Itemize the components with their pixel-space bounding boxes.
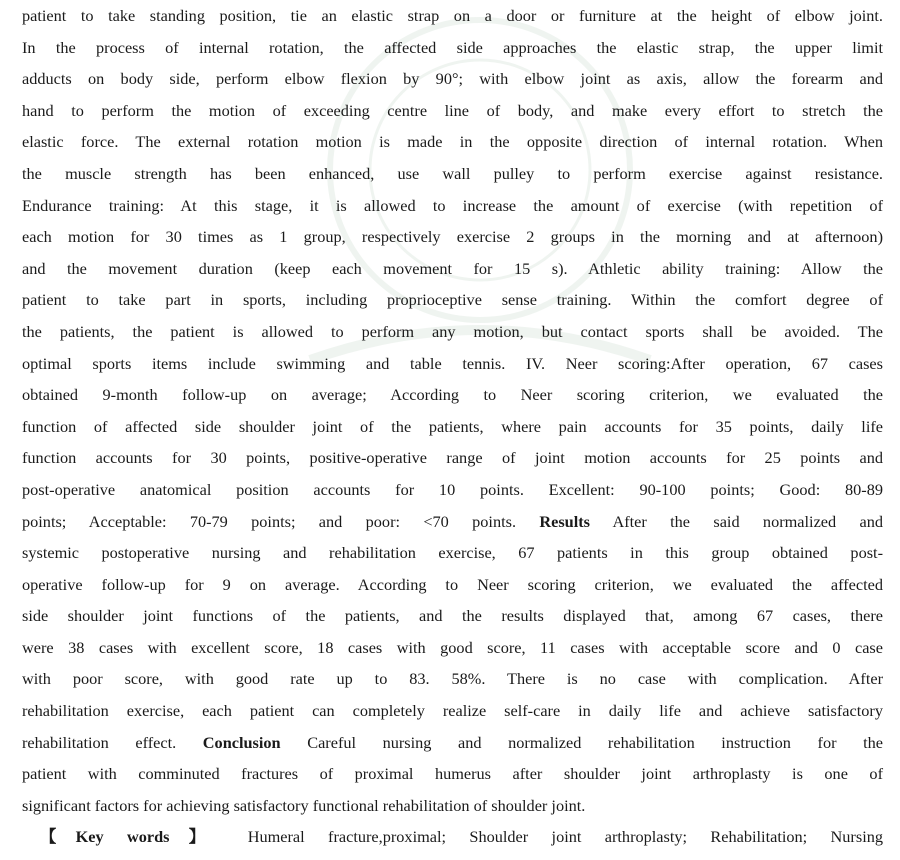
text-line: obtained 9-month follow-up on average; According to Neer scoring criterion, we evaluated the xyxy=(22,385,883,405)
results-text-before: points; Acceptable: 70-79 points; and poor: <70 points. xyxy=(22,511,540,531)
conclusion-heading: Conclusion xyxy=(202,732,281,752)
text-line: patient with comminuted fractures of proximal humerus after shoulder joint arthroplasty is one of xyxy=(22,764,883,784)
text-line: elastic force. The external rotation motion is made in the opposite direction of internal rotation. When xyxy=(22,132,883,152)
text-line: hand to perform the motion of exceeding centre line of body, and make every effort to stretch the xyxy=(22,100,883,120)
conclusion-text-before: rehabilitation effect. xyxy=(22,732,203,752)
text-line: the patients, the patient is allowed to perform any motion, but contact sports shall be avoided. The xyxy=(22,321,883,341)
text-line: Endurance training: At this stage, it is allowed to increase the amount of exercise (with repetition of xyxy=(22,195,883,215)
results-text-after: After the said normalized and xyxy=(590,511,883,531)
keywords-label: 【Key words】 xyxy=(40,827,225,847)
text-line: In the process of internal rotation, the affected side approaches the elastic strap, the upper limit xyxy=(22,37,883,57)
text-line: the muscle strength has been enhanced, use wall pulley to perform exercise against resistance. xyxy=(22,163,883,183)
article-text-block xyxy=(22,0,883,853)
text-line: rehabilitation exercise, each patient can completely realize self-care in daily life and achieve satisfactory xyxy=(22,701,883,721)
text-line: adducts on body side, perform elbow flexion by 90°; with elbow joint as axis, allow the forearm and xyxy=(22,69,883,89)
keywords-text: Humeral fracture,proximal; Shoulder joint arthroplasty; Rehabilitation; Nursing xyxy=(224,827,883,847)
text-line: function accounts for 30 points, positive-operative range of joint motion accounts for 25 points and xyxy=(22,448,883,468)
text-line: with poor score, with good rate up to 83. 58%. There is no case with complication. After xyxy=(22,669,883,689)
text-line: patient to take standing position, tie an elastic strap on a door or furniture at the height of elbow joint. xyxy=(22,6,883,25)
text-line: each motion for 30 times as 1 group, respectively exercise 2 groups in the morning and at afternoon) xyxy=(22,227,883,247)
results-line xyxy=(22,506,883,538)
results-heading: Results xyxy=(539,511,591,531)
text-line: side shoulder joint functions of the patients, and the results displayed that, among 67 cases, there xyxy=(22,606,883,626)
text-line: were 38 cases with excellent score, 18 cases with good score, 11 cases with acceptable score and 0 case xyxy=(22,637,883,657)
text-line: and the movement duration (keep each movement for 15 s). Athletic ability training: Allow the xyxy=(22,258,883,278)
keywords-line xyxy=(22,821,883,853)
text-line: operative follow-up for 9 on average. According to Neer scoring criterion, we evaluated the affected xyxy=(22,574,883,594)
text-line: systemic postoperative nursing and rehabilitation exercise, 67 patients in this group obtained post- xyxy=(22,543,883,563)
conclusion-text-after: Careful nursing and normalized rehabilitation instruction for the xyxy=(280,732,883,752)
text-line: patient to take part in sports, including proprioceptive sense training. Within the comfort degree of xyxy=(22,290,883,310)
text-line: optimal sports items include swimming and table tennis. IV. Neer scoring:After operation, 67 cases xyxy=(22,353,883,373)
text-line: function of affected side shoulder joint of the patients, where pain accounts for 35 points, daily life xyxy=(22,416,883,436)
conclusion-line xyxy=(22,727,883,759)
text-line: post-operative anatomical position accounts for 10 points. Excellent: 90-100 points; Good: 80-89 xyxy=(22,479,883,499)
text-line: significant factors for achieving satisfactory functional rehabilitation of shoulder joint. xyxy=(22,795,586,815)
